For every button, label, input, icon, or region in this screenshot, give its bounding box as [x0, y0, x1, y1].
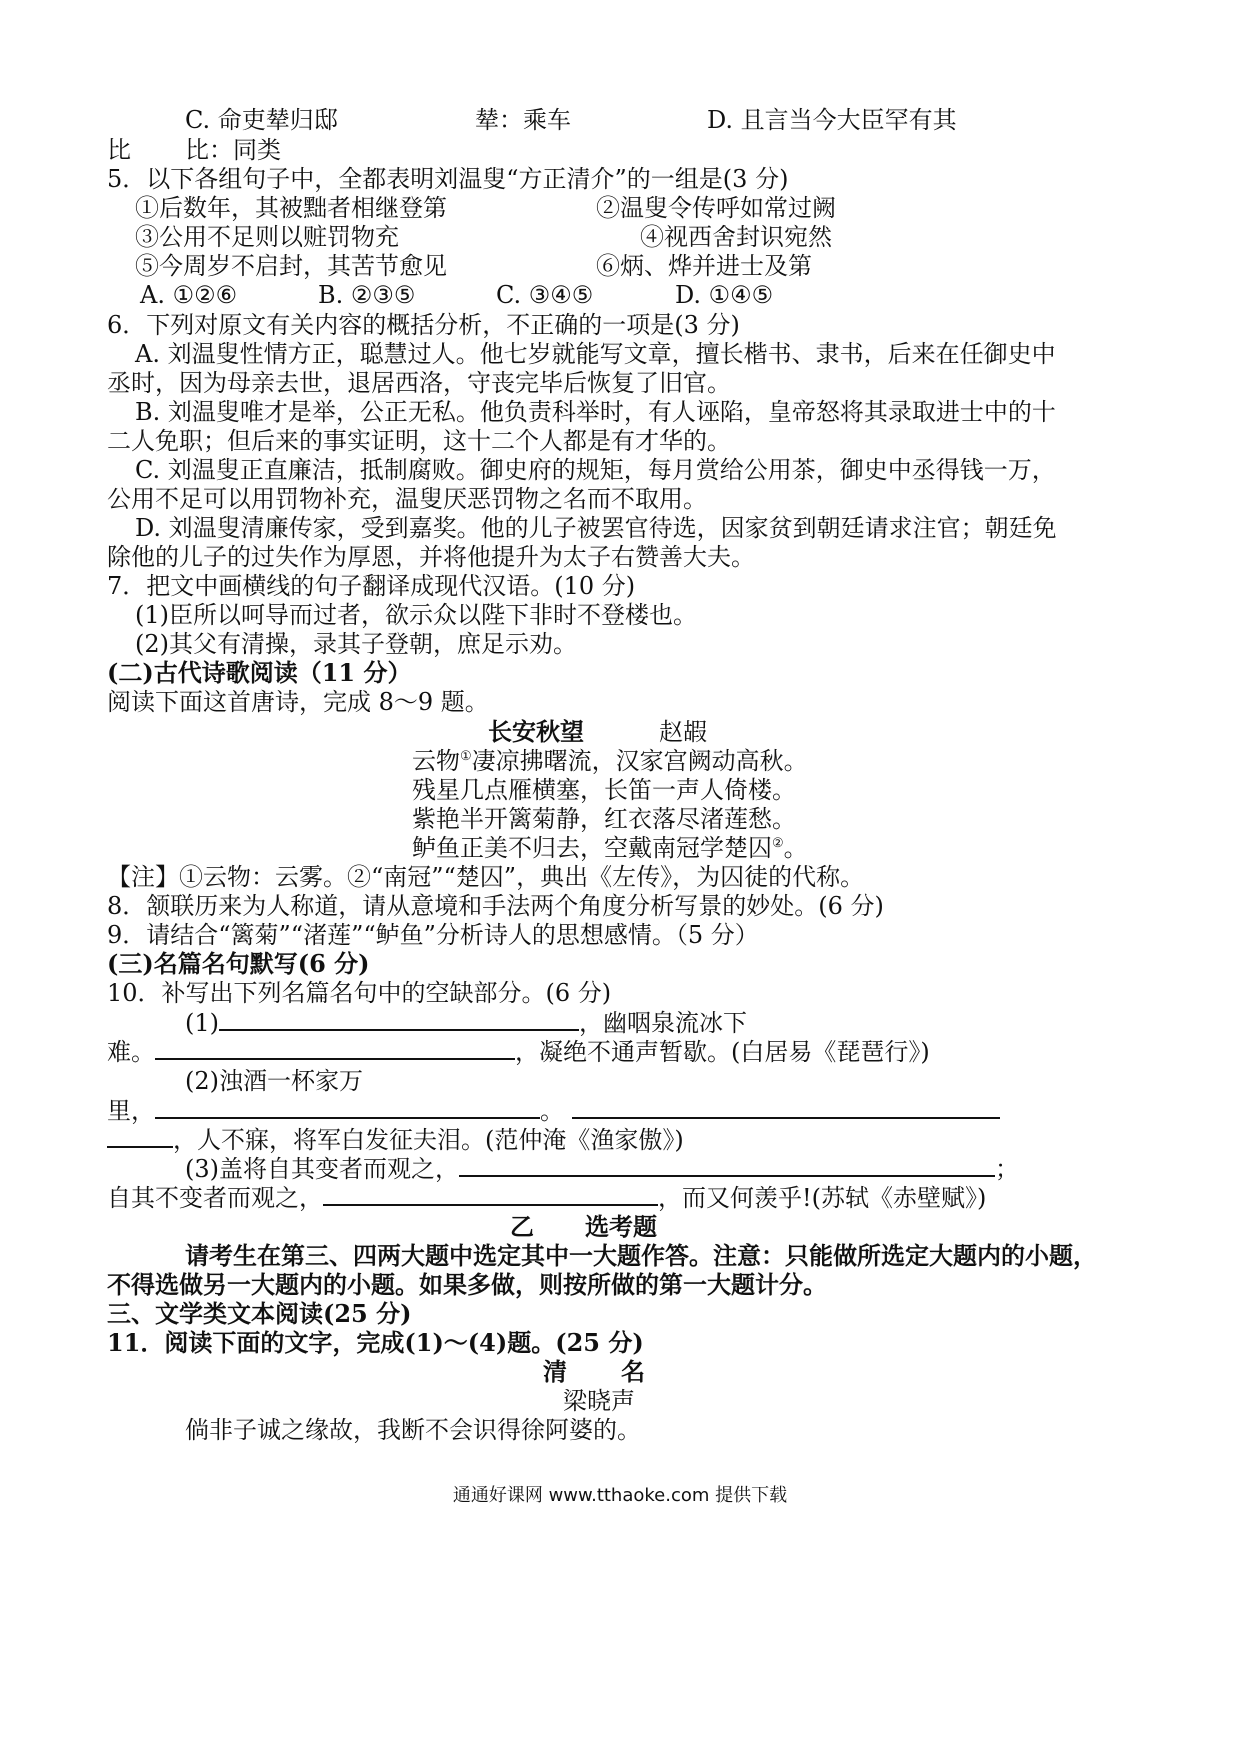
- recite-item-2-line3: [107, 1124, 684, 1156]
- q5-sentence-3: ③公用不足则以赃罚物充: [135, 223, 399, 251]
- q5-stem: 5．以下各组句子中，全都表明刘温叟“方正清介”的一组是(3 分): [107, 165, 789, 193]
- q6-option-c-line1: C. 刘温叟正直廉洁，抵制腐败。御史府的规矩，每月赏给公用茶，御史中丞得钱一万，: [135, 456, 1056, 484]
- recite-heading: (三)名篇名句默写(6 分): [107, 949, 370, 978]
- recite-item-2-cont: 里，: [107, 1097, 155, 1125]
- recite-item-3-semicolon: ；: [995, 1155, 1019, 1183]
- elective-title-a: 乙: [510, 1212, 534, 1241]
- poem-section-heading: (二)古代诗歌阅读（11 分）: [107, 658, 412, 687]
- poem-author: 赵嘏: [659, 718, 707, 746]
- q6-option-d-line1: D. 刘温叟清廉传家，受到嘉奖。他的儿子被罢官待选，因家贫到朝廷请求注官；朝廷免: [135, 514, 1057, 542]
- recite-item-3-source: ，而又何羡乎!(苏轼《赤壁赋》): [658, 1184, 987, 1212]
- q7-stem: 7．把文中画横线的句子翻译成现代汉语。(10 分): [107, 572, 636, 600]
- q6-option-d-line2: 除他的儿子的过失作为厚恩，并将他提升为太子右赞善大夫。: [107, 543, 755, 571]
- poem-line-4-end: 。: [783, 834, 808, 862]
- poem-note-marker-2: ②: [772, 836, 784, 851]
- elective-instruction-line1: 请考生在第三、四两大题中选定其中一大题作答。注意：只能做所选定大题内的小题，: [185, 1241, 1097, 1270]
- elective-title-b: 选考题: [585, 1212, 657, 1241]
- recite-item-2-source: ，人不寐，将军白发征夫泪。(范仲淹《渔家傲》): [173, 1126, 684, 1154]
- answer-blank-5[interactable]: [459, 1153, 995, 1177]
- answer-blank-1[interactable]: [219, 1007, 579, 1031]
- q8-stem: 8．颔联历来为人称道，请从意境和手法两个角度分析写景的妙处。(6 分): [107, 892, 884, 920]
- story-title-a: 清: [543, 1357, 567, 1386]
- q4-option-d-gloss: 比：同类: [185, 136, 281, 164]
- q11-stem: 11．阅读下面的文字，完成(1)～(4)题。(25 分): [107, 1328, 644, 1357]
- q6-option-c-line2: 公用不足可以用罚物补充，温叟厌恶罚物之名而不取用。: [107, 485, 707, 513]
- recite-item-2-line1: (2)浊酒一杯家万: [185, 1067, 363, 1095]
- q10-stem: 10．补写出下列名篇名句中的空缺部分。(6 分): [107, 979, 612, 1007]
- q5-sentence-1: ①后数年，其被黜者相继登第: [135, 194, 447, 222]
- poem-title: 长安秋望: [488, 717, 584, 746]
- answer-blank-2[interactable]: [155, 1036, 515, 1060]
- q6-stem: 6．下列对原文有关内容的概括分析，不正确的一项是(3 分): [107, 311, 740, 339]
- poem-line-1-start: 云物: [412, 747, 460, 775]
- q5-option-a: A. ①②⑥: [140, 281, 238, 309]
- q4-option-d-cont: 比: [107, 136, 131, 164]
- recite-item-3-cont: 自其不变者而观之，: [107, 1184, 323, 1212]
- story-title-b: 名: [621, 1357, 645, 1386]
- q6-option-b-line1: B. 刘温叟唯才是举，公正无私。他负责科举时，有人诬陷，皇帝怒将其录取进士中的十: [135, 398, 1056, 426]
- recite-item-3-text: (3)盖将自其变者而观之，: [185, 1155, 459, 1183]
- q5-sentence-5: ⑤今周岁不启封，其苦节愈见: [135, 252, 447, 280]
- q9-stem: 9．请结合“篱菊”“渚莲”“鲈鱼”分析诗人的思想感情。（5 分）: [107, 921, 759, 949]
- answer-blank-4-cont[interactable]: [107, 1124, 173, 1148]
- q4-option-c-gloss: 辇：乘车: [475, 106, 571, 134]
- answer-blank-4[interactable]: [572, 1095, 1000, 1119]
- q5-option-c: C. ③④⑤: [496, 281, 594, 309]
- q4-option-d: D. 且言当今大臣罕有其: [707, 106, 957, 134]
- story-first-line: 倘非子诚之缘故，我断不会识得徐阿婆的。: [185, 1416, 641, 1444]
- section-3-heading: 三、文学类文本阅读(25 分): [107, 1299, 412, 1328]
- poem-line-4: [412, 832, 808, 864]
- recite-item-2-period: 。: [540, 1097, 564, 1125]
- recite-item-1-line2: [107, 1036, 930, 1068]
- recite-item-2-line2: [107, 1095, 1000, 1127]
- recite-item-3-line2: [107, 1182, 986, 1214]
- elective-instruction-line2: 不得选做另一大题内的小题。如果多做，则按所做的第一大题计分。: [107, 1270, 827, 1299]
- q5-sentence-4: ④视西舍封识宛然: [640, 223, 832, 251]
- poem-line-4-start: 鲈鱼正美不归去，空戴南冠学楚囚: [412, 834, 772, 862]
- poem-line-1: [412, 745, 808, 777]
- poem-line-3: 紫艳半开篱菊静，红衣落尽渚莲愁。: [412, 805, 796, 833]
- recite-item-1-number: (1): [185, 1009, 219, 1037]
- poem-note-marker-1: ①: [460, 749, 472, 764]
- recite-item-3-line1: [185, 1153, 1019, 1185]
- q5-sentence-2: ②温叟令传呼如常过阙: [596, 194, 836, 222]
- poem-intro: 阅读下面这首唐诗，完成 8～9 题。: [107, 688, 489, 716]
- poem-line-1-end: 凄凉拂曙流，汉家宫阙动高秋。: [471, 747, 808, 775]
- recite-item-1-cont: 难。: [107, 1038, 155, 1066]
- q5-option-d: D. ①④⑤: [675, 281, 774, 309]
- q6-option-a-line2: 丞时，因为母亲去世，退居西洛，守丧完毕后恢复了旧官。: [107, 369, 731, 397]
- poem-note: 【注】①云物：云雾。②“南冠”“楚囚”，典出《左传》，为囚徒的代称。: [107, 863, 865, 891]
- recite-item-1-source: ，凝绝不通声暂歇。(白居易《琵琶行》): [515, 1038, 930, 1066]
- q5-sentence-6: ⑥炳、烨并进士及第: [596, 252, 812, 280]
- q7-sentence-1: (1)臣所以呵导而过者，欲示众以陛下非时不登楼也。: [135, 601, 697, 629]
- q6-option-a-line1: A. 刘温叟性情方正，聪慧过人。他七岁就能写文章，擅长楷书、隶书，后来在任御史中: [135, 340, 1056, 368]
- recite-item-1-line1: [185, 1007, 747, 1039]
- answer-blank-6[interactable]: [323, 1182, 658, 1206]
- story-author: 梁晓声: [563, 1387, 635, 1415]
- poem-line-2: 残星几点雁横塞，长笛一声人倚楼。: [412, 776, 796, 804]
- q5-option-b: B. ②③⑤: [318, 281, 416, 309]
- page-footer: 通通好课网 www.tthaoke.com 提供下载: [452, 1485, 788, 1506]
- answer-blank-3[interactable]: [155, 1095, 540, 1119]
- q6-option-b-line2: 二人免职；但后来的事实证明，这十二个人都是有才华的。: [107, 427, 731, 455]
- q7-sentence-2: (2)其父有清操，录其子登朝，庶足示劝。: [135, 630, 577, 658]
- recite-item-1-text: ，幽咽泉流冰下: [579, 1009, 747, 1037]
- q4-option-c: C. 命吏辇归邸: [185, 106, 338, 134]
